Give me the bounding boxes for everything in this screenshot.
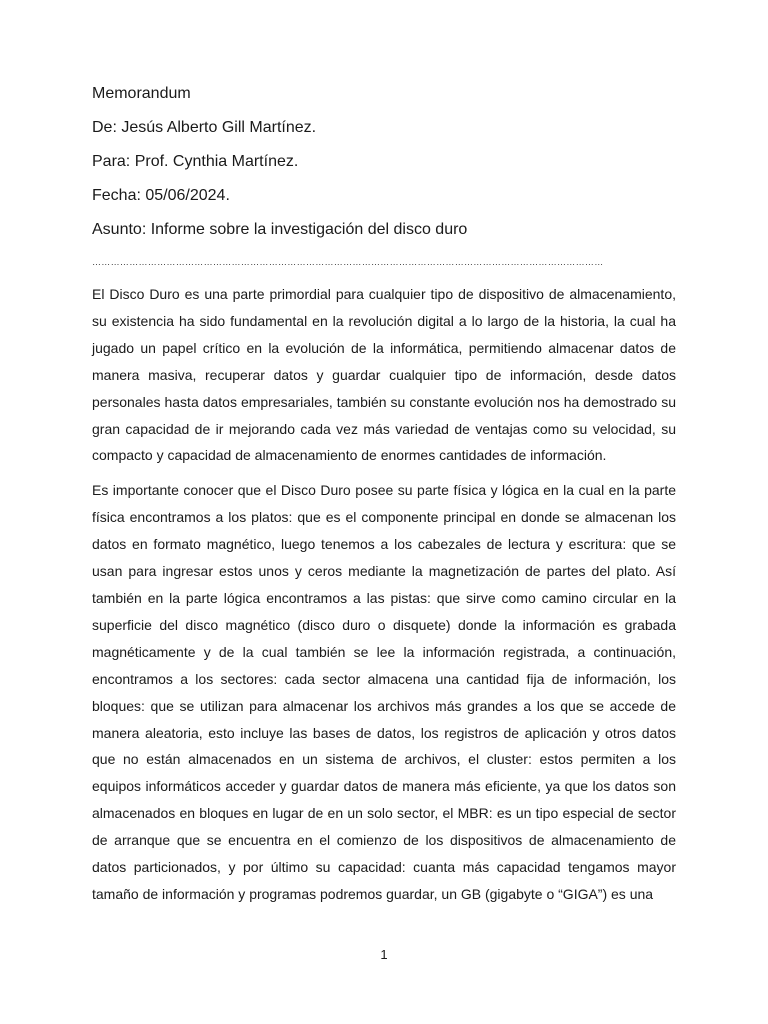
memo-date: Fecha: 05/06/2024. <box>92 187 230 204</box>
memo-body <box>92 281 676 916</box>
memo-subject: Asunto: Informe sobre la investigación del disco duro <box>92 221 468 238</box>
body-paragraph: El Disco Duro es una parte primordial para cualquier tipo de dispositivo de almacenamiento, su existencia ha sido fundamental en la revolución digital a lo largo de la historia, la cual ha jugado un papel crítico en la evolución de la informática, permitiendo almacenar datos de manera masiva, recuperar datos y guardar cualquier tipo de información, desde datos personales hasta datos empresariales, también su constante evolución nos ha demostrado su gran capacidad de ir mejorando cada vez más variedad de ventajas como su velocidad, su compacto y capacidad de almacenamiento de enormes cantidades de información. <box>92 286 676 464</box>
page-number: 1 <box>380 947 388 962</box>
memo-title: Memorandum <box>92 85 191 102</box>
separator-line: ………………………………………………………………………………………………………………………………………………… <box>92 257 604 267</box>
memo-to: Para: Prof. Cynthia Martínez. <box>92 153 299 170</box>
body-paragraph: Es importante conocer que el Disco Duro posee su parte física y lógica en la cual en la parte física encontramos a los platos: que es el componente principal en donde se almacenan los datos en formato magnético, luego tenemos a los cabezales de lectura y escritura: que se usan para ingresar estos unos y ceros mediante la magnetización de partes del plato. Así también en la parte lógica encontramos a las pistas: que sirve como camino circular en la superficie del disco magnético (disco duro o disquete) donde la información es grabada magnéticamente y de la cual también se lee la información registrada, a continuación, encontramos a los sectores: cada sector almacena una cantidad fija de información, los bloques: que se utilizan para almacenar los archivos más grandes a los que se accede de manera aleatoria, esto incluye las bases de datos, los registros de aplicación y otros datos que no están almacenados en un sistema de archivos, el cluster: estos permiten a los equipos informáticos acceder y guardar datos de manera más eficiente, ya que los datos son almacenados en bloques en lugar de en un solo sector, el MBR: es un tipo especial de sector de arranque que se encuentra en el comienzo de los dispositivos de almacenamiento de datos particionados, y por último su capacidad: cuanta más capacidad tengamos mayor tamaño de información y programas podremos guardar, un GB (gigabyte o “GIGA”) es una <box>92 482 676 902</box>
memo-header <box>92 86 467 256</box>
memo-from: De: Jesús Alberto Gill Martínez. <box>92 119 317 136</box>
